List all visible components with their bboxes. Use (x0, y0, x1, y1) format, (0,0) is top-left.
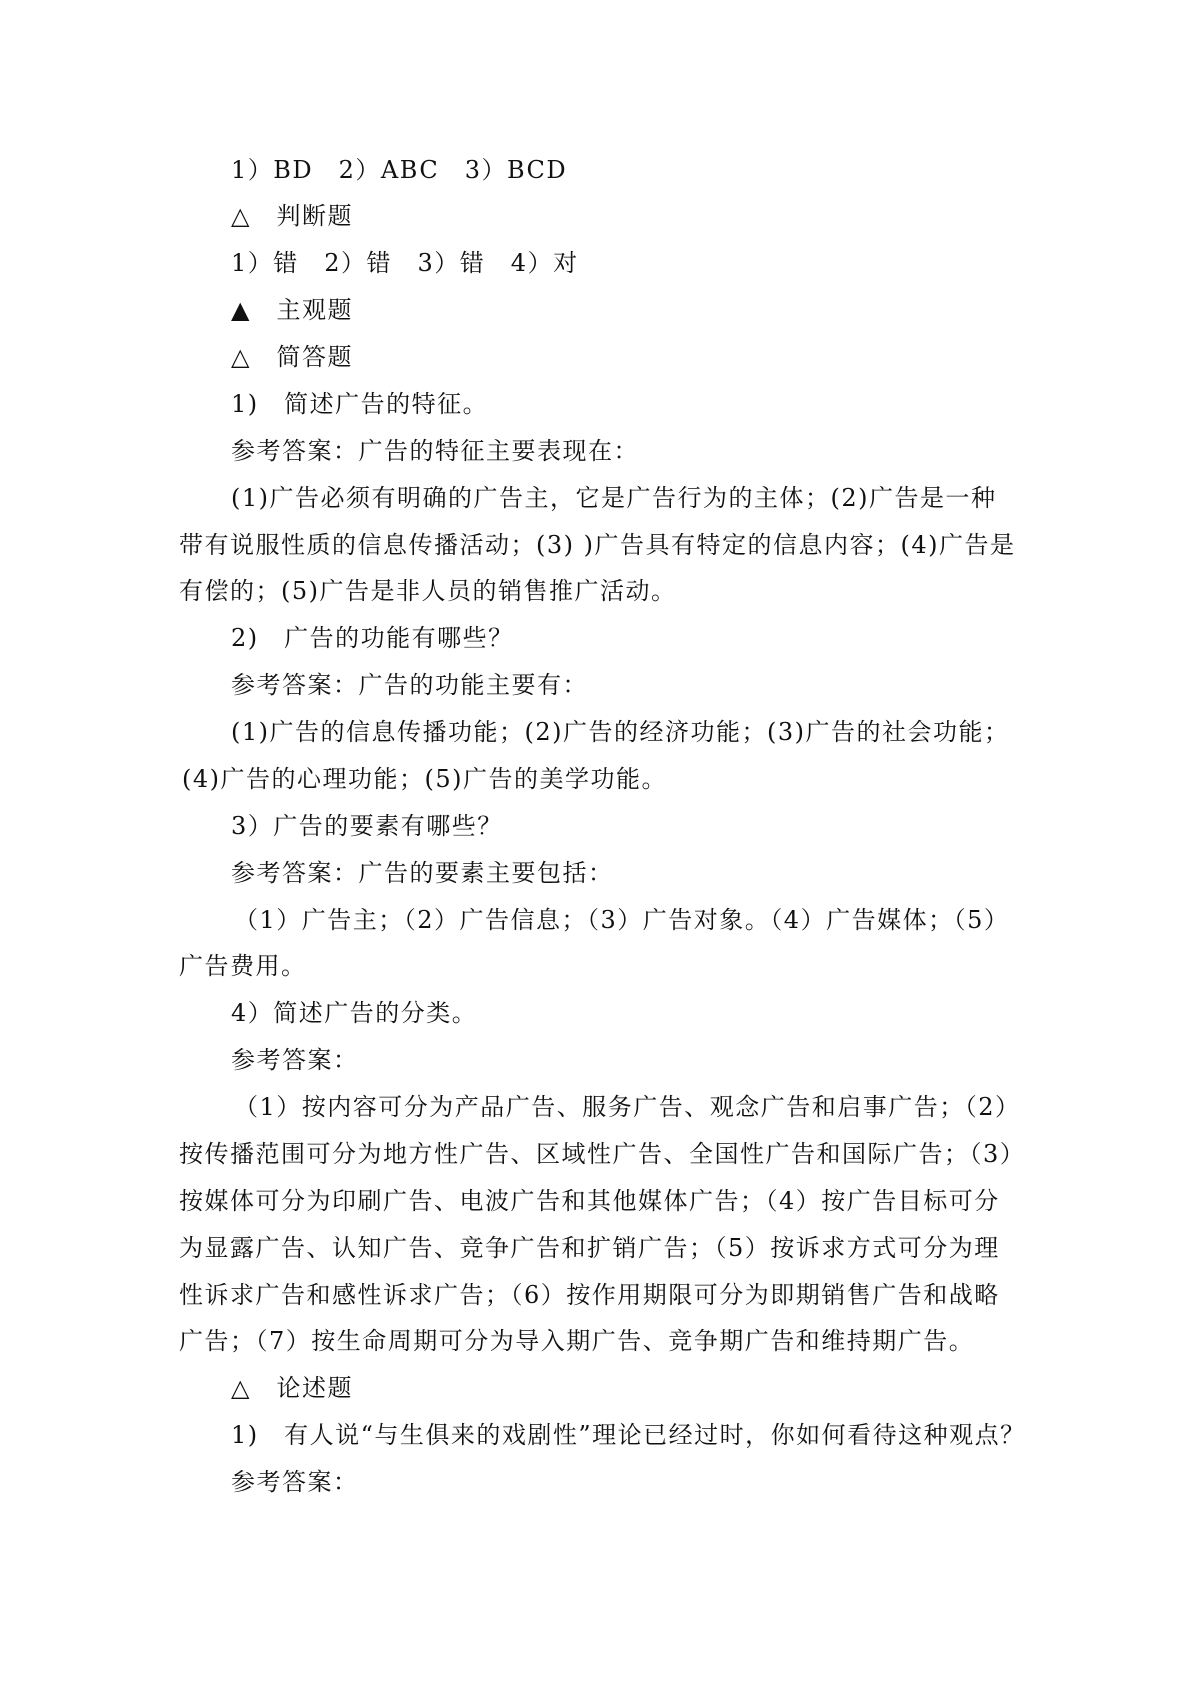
answer-line-true-false: 1）错 2）错 3）错 4）对 (231, 249, 579, 277)
answer-label-2: 参考答案：广告的功能主要有： (231, 671, 588, 699)
question-1: 1) 简述广告的特征。 (231, 390, 489, 418)
answer-2-paragraph-line: (1)广告的信息传播功能；(2)广告的经济功能；(3)广告的社会功能； (231, 718, 1010, 746)
answer-4-paragraph-line: 为显露广告、认知广告、竞争广告和扩销广告；（5）按诉求方式可分为理 (179, 1234, 1000, 1262)
answer-4-paragraph-line: 广告；（7）按生命周期可分为导入期广告、竞争期广告和维持期广告。 (179, 1327, 975, 1355)
answer-1-paragraph-line: 有偿的；(5)广告是非人员的销售推广活动。 (179, 577, 677, 605)
answer-4-paragraph-line: 按传播范围可分为地方性广告、区域性广告、全国性广告和国际广告；（3） (179, 1140, 1026, 1168)
answer-1-paragraph-line: (1)广告必须有明确的广告主，它是广告行为的主体；(2)广告是一种 (231, 484, 997, 512)
answer-label-1: 参考答案：广告的特征主要表现在： (231, 437, 639, 465)
section-heading-true-false: △ 判断题 (231, 202, 353, 230)
answer-4-paragraph-line: （1）按内容可分为产品广告、服务广告、观念广告和启事广告；（2） (234, 1093, 1021, 1121)
question-4: 4）简述广告的分类。 (231, 999, 478, 1027)
answer-3-paragraph-line: （1）广告主；（2）广告信息；（3）广告对象。（4）广告媒体；（5） (234, 906, 1010, 934)
answer-4-paragraph-line: 性诉求广告和感性诉求广告；（6）按作用期限可分为即期销售广告和战略 (179, 1281, 1000, 1309)
section-heading-subjective: ▲ 主观题 (231, 296, 353, 324)
answer-2-paragraph-line: (4)广告的心理功能；(5)广告的美学功能。 (182, 765, 667, 793)
section-heading-essay: △ 论述题 (231, 1374, 353, 1402)
question-3: 3）广告的要素有哪些？ (231, 812, 503, 840)
answer-label-4: 参考答案： (231, 1046, 359, 1074)
answer-4-paragraph-line: 按媒体可分为印刷广告、电波广告和其他媒体广告；（4）按广告目标可分 (179, 1187, 1000, 1215)
essay-question-1: 1) 有人说“与生俱来的戏剧性”理论已经过时，你如何看待这种观点？ (231, 1421, 1026, 1449)
answer-1-paragraph-line: 带有说服性质的信息传播活动；(3) )广告具有特定的信息内容；(4)广告是 (179, 531, 1016, 559)
question-2: 2) 广告的功能有哪些？ (231, 624, 514, 652)
answer-label-3: 参考答案：广告的要素主要包括： (231, 859, 614, 887)
essay-answer-label-1: 参考答案： (231, 1468, 359, 1496)
answer-line-multiple-choice: 1）BD 2）ABC 3）BCD (231, 156, 568, 184)
answer-3-paragraph-line: 广告费用。 (179, 952, 307, 980)
section-heading-short-answer: △ 简答题 (231, 343, 353, 371)
